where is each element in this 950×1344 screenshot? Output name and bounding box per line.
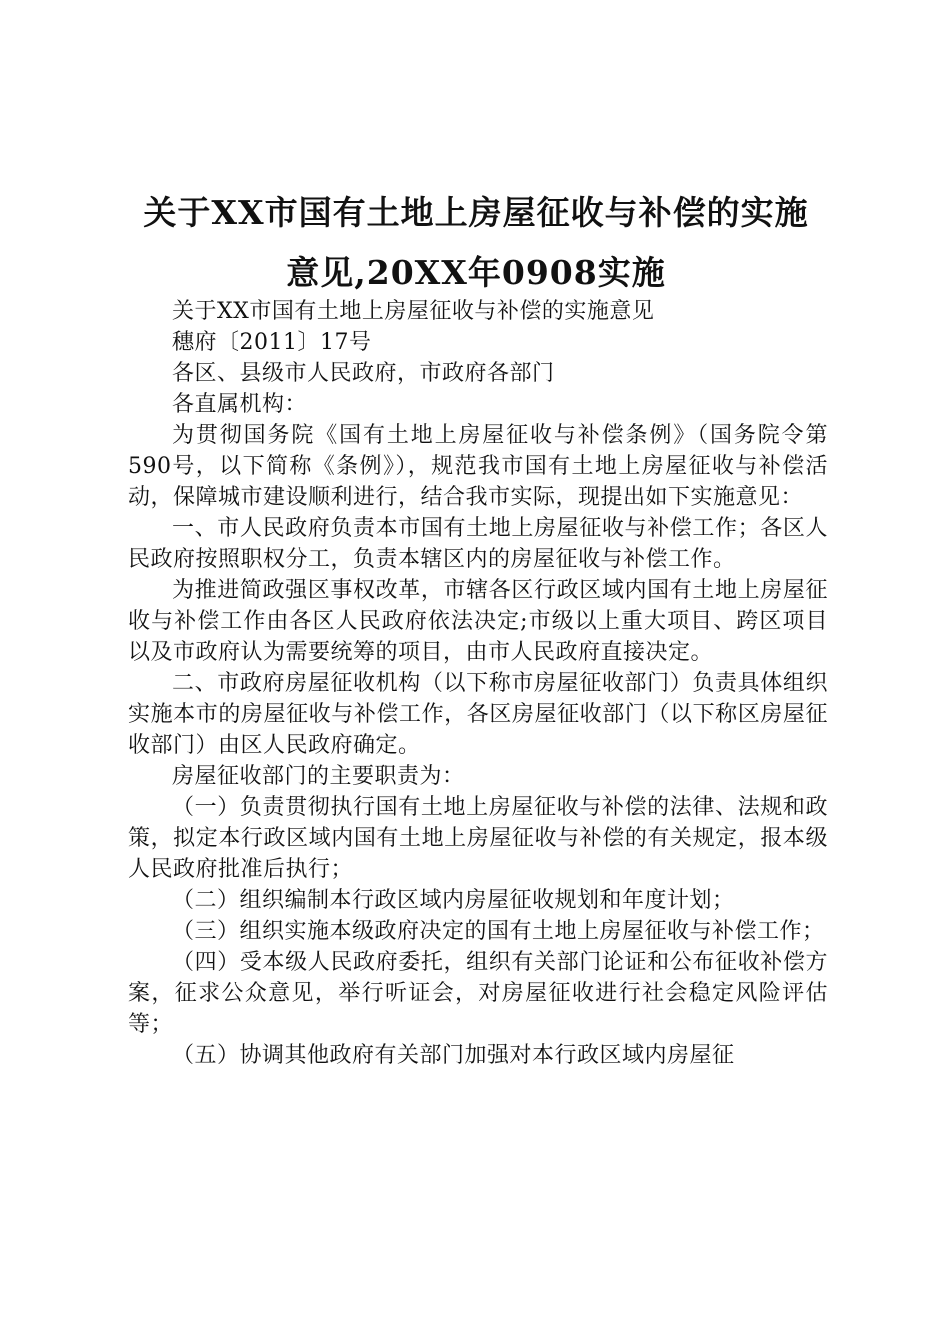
title-line-2: 意见,20XX年0908实施 bbox=[286, 253, 666, 292]
document-body bbox=[128, 296, 828, 1071]
document-title bbox=[120, 183, 832, 303]
title-line-1: 关于XX市国有土地上房屋征收与补偿的实施 bbox=[143, 193, 809, 232]
paragraph: 各直属机构： bbox=[172, 392, 308, 417]
paragraph: 穗府〔2011〕17号 bbox=[172, 330, 372, 355]
paragraph: 为推进简政强区事权改革，市辖各区行政区域内国有土地上房屋征收与补偿工作由各区人民政府依法决定;市级以上重大项目、跨区项目以及市政府认为需要统筹的项目，由市人民政府直接决定。 bbox=[128, 578, 828, 665]
paragraph: （四）受本级人民政府委托，组织有关部门论证和公布征收补偿方案，征求公众意见，举行听证会，对房屋征收进行社会稳定风险评估等； bbox=[128, 950, 828, 1037]
paragraph: （一）负责贯彻执行国有土地上房屋征收与补偿的法律、法规和政策，拟定本行政区域内国有土地上房屋征收与补偿的有关规定，报本级人民政府批准后执行； bbox=[128, 795, 828, 882]
paragraph: （三）组织实施本级政府决定的国有土地上房屋征收与补偿工作； bbox=[172, 919, 825, 944]
paragraph: （二）组织编制本行政区域内房屋征收规划和年度计划； bbox=[172, 888, 735, 913]
paragraph: 各区、县级市人民政府，市政府各部门 bbox=[172, 361, 555, 386]
paragraph: 二、市政府房屋征收机构（以下称市房屋征收部门）负责具体组织实施本市的房屋征收与补偿工作，各区房屋征收部门（以下称区房屋征收部门）由区人民政府确定。 bbox=[128, 671, 828, 758]
paragraph: 为贯彻国务院《国有土地上房屋征收与补偿条例》（国务院令第590号，以下简称《条例》），规范我市国有土地上房屋征收与补偿活动，保障城市建设顺利进行，结合我市实际，现提出如下实施意见： bbox=[128, 423, 828, 510]
paragraph: （五）协调其他政府有关部门加强对本行政区域内房屋征 bbox=[172, 1043, 735, 1068]
paragraph: 房屋征收部门的主要职责为： bbox=[172, 764, 465, 789]
paragraph: 一、市人民政府负责本市国有土地上房屋征收与补偿工作；各区人民政府按照职权分工，负责本辖区内的房屋征收与补偿工作。 bbox=[128, 516, 828, 572]
paragraph: 关于XX市国有土地上房屋征收与补偿的实施意见 bbox=[172, 299, 655, 324]
